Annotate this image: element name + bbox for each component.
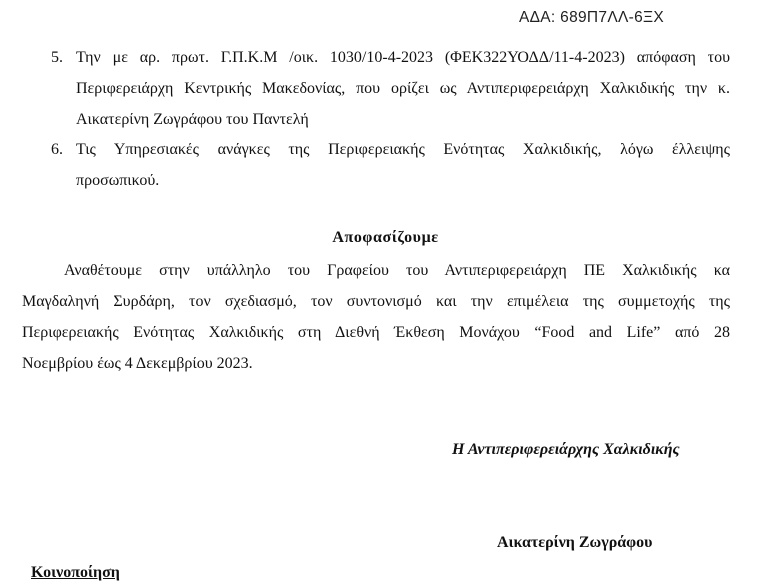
list-item-number: 5. bbox=[51, 49, 63, 66]
signatory-name: Αικατερίνη Ζωγράφου bbox=[497, 534, 653, 551]
decision-line: Νοεμβρίου έως 4 Δεκεμβρίου 2023. bbox=[22, 355, 253, 372]
list-item-line: Περιφερειάρχη Κεντρικής Μακεδονίας, που ορίζει ως Αντιπεριφερειάρχη Χαλκιδικής την κ. bbox=[76, 80, 730, 97]
decision-heading: Αποφασίζουμε bbox=[332, 229, 439, 246]
list-item-line: Την με αρ. πρωτ. Γ.Π.Κ.Μ /οικ. 1030/10-4-2023 (ΦΕΚ322ΥΟΔΔ/11-4-2023) απόφαση του bbox=[76, 49, 730, 66]
decision-line: Μαγδαληνή Συρδάρη, τον σχεδιασμό, τον συντονισμό και την επιμέλεια της συμμετοχής της bbox=[22, 293, 730, 310]
decision-line: Αναθέτουμε στην υπάλληλο του Γραφείου του Αντιπεριφερειάρχη ΠΕ Χαλκιδικής κα bbox=[64, 262, 730, 279]
list-item-line: Αικατερίνη Ζωγράφου του Παντελή bbox=[76, 111, 309, 128]
ada-code: ΑΔΑ: 689Π7ΛΛ-6ΞΧ bbox=[519, 9, 665, 26]
signatory-title: Η Αντιπεριφερειάρχης Χαλκιδικής bbox=[452, 441, 680, 458]
decision-line: Περιφερειακής Ενότητας Χαλκιδικής στη Διεθνή Έκθεση Μονάχου “Food and Life” από 28 bbox=[22, 324, 730, 341]
list-item-text bbox=[76, 42, 730, 135]
list-item-line: προσωπικού. bbox=[76, 172, 160, 189]
list-item-text bbox=[76, 134, 730, 196]
decision-body bbox=[22, 255, 730, 379]
notification-heading: Κοινοποίηση bbox=[31, 564, 120, 581]
list-item-number: 6. bbox=[51, 141, 63, 158]
list-item-line: Τις Υπηρεσιακές ανάγκες της Περιφερειακής Ενότητας Χαλκιδικής, λόγω έλλειψης bbox=[76, 141, 730, 158]
